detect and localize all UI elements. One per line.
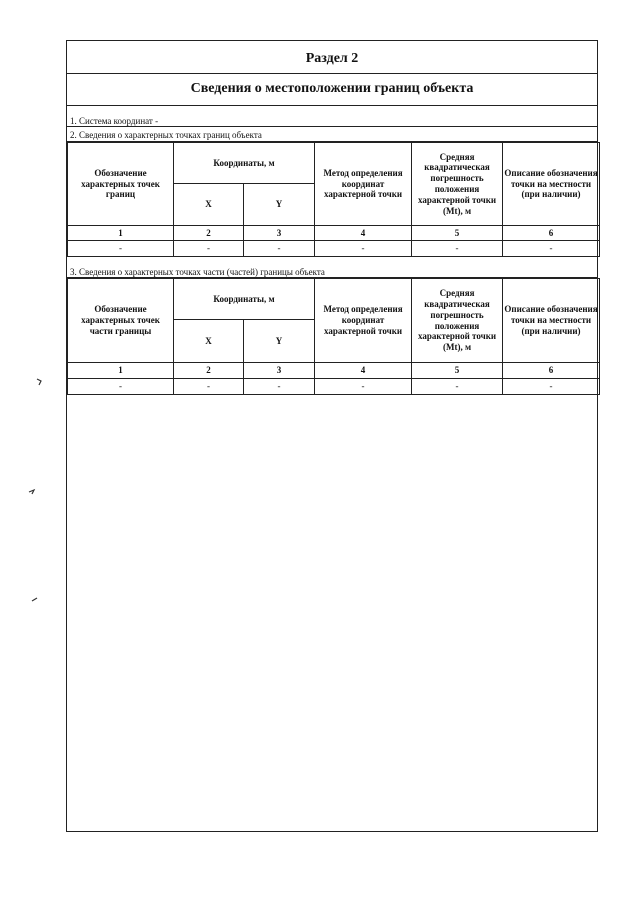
table-cell: - [315, 241, 412, 257]
boundary-points-table [67, 142, 600, 257]
column-numbers-row [68, 363, 600, 379]
col-designation-header: Обозначение характерных точек части границы [68, 279, 174, 363]
table-row [68, 241, 600, 257]
column-number: 5 [412, 363, 503, 379]
scan-speck [28, 488, 36, 496]
column-number: 2 [174, 226, 244, 241]
column-number: 6 [503, 226, 600, 241]
col-coords-header: Координаты, м [174, 143, 315, 184]
table-cell: - [503, 379, 600, 395]
scan-speck [31, 596, 39, 604]
scan-speck [36, 377, 44, 387]
column-number: 2 [174, 363, 244, 379]
coordinate-system-line: 1. Система координат - [67, 115, 597, 127]
document-sheet [66, 40, 598, 832]
part-boundary-points-table [67, 278, 600, 395]
column-number: 3 [244, 363, 315, 379]
section-title: Раздел 2 [67, 41, 597, 74]
col-y-header: Y [244, 184, 315, 226]
table-cell: - [174, 241, 244, 257]
column-number: 3 [244, 226, 315, 241]
column-number: 6 [503, 363, 600, 379]
table-cell: - [174, 379, 244, 395]
column-number: 4 [315, 226, 412, 241]
table-cell: - [68, 241, 174, 257]
column-number: 5 [412, 226, 503, 241]
table-cell: - [68, 379, 174, 395]
col-method-header: Метод определения координат характерной точки [315, 143, 412, 226]
column-number: 1 [68, 363, 174, 379]
boundary-points-heading: 2. Сведения о характерных точках границ объекта [67, 129, 597, 142]
part-boundary-points-heading: 3. Сведения о характерных точках части (частей) границы объекта [67, 266, 597, 278]
col-accuracy-header: Средняя квадратическая погрешность положения характерной точки (Mt), м [412, 279, 503, 363]
table-cell: - [412, 241, 503, 257]
column-numbers-row [68, 226, 600, 241]
col-method-header: Метод определения координат характерной точки [315, 279, 412, 363]
table-cell: - [412, 379, 503, 395]
col-coords-header: Координаты, м [174, 279, 315, 320]
col-description-header: Описание обозначения точки на местности (при наличии) [503, 279, 600, 363]
table-cell: - [244, 379, 315, 395]
col-y-header: Y [244, 320, 315, 363]
object-title: Сведения о местоположении границ объекта [67, 74, 597, 106]
col-designation-header: Обозначение характерных точек границ [68, 143, 174, 226]
col-x-header: X [174, 320, 244, 363]
table-row [68, 379, 600, 395]
table-cell: - [315, 379, 412, 395]
column-number: 4 [315, 363, 412, 379]
col-description-header: Описание обозначения точки на местности (при наличии) [503, 143, 600, 226]
column-number: 1 [68, 226, 174, 241]
col-x-header: X [174, 184, 244, 226]
table-cell: - [244, 241, 315, 257]
table-cell: - [503, 241, 600, 257]
col-accuracy-header: Средняя квадратическая погрешность положения характерной точки (Mt), м [412, 143, 503, 226]
